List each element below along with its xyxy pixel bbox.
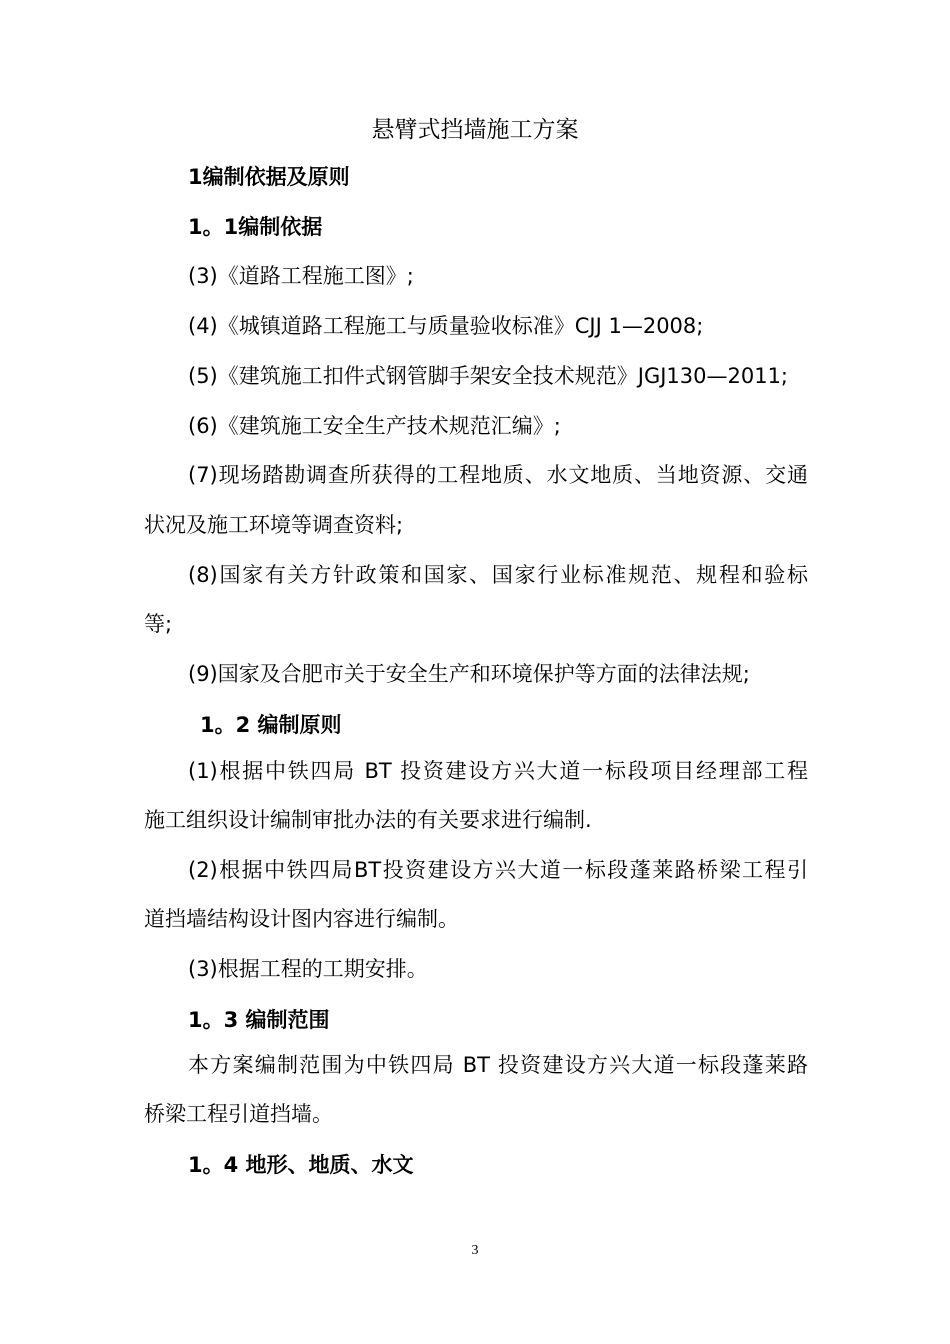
subsection-heading-1-2: 1。2 编制原则 <box>200 713 342 737</box>
section-heading-1: 1编制依据及原则 <box>188 165 350 189</box>
basis-item-7-line-2: 状况及施工环境等调查资料; <box>144 513 404 537</box>
principle-item-1-line-2: 施工组织设计编制审批办法的有关要求进行编制. <box>144 808 592 832</box>
basis-item-4: (4)《城镇道路工程施工与质量验收标准》CJJ 1—2008; <box>188 314 704 338</box>
basis-item-5: (5)《建筑施工扣件式钢管脚手架安全技术规范》JGJ130—2011; <box>188 364 789 388</box>
principle-item-2-line-1: (2)根据中铁四局BT投资建设方兴大道一标段蓬莱路桥梁工程引 <box>188 858 808 882</box>
principle-item-2-line-2: 道挡墙结构设计图内容进行编制。 <box>144 907 459 931</box>
principle-item-1-line-1: (1)根据中铁四局 BT 投资建设方兴大道一标段项目经理部工程 <box>188 759 808 783</box>
basis-item-8-line-2: 等; <box>144 612 173 636</box>
document-title: 悬臂式挡墙施工方案 <box>371 117 579 143</box>
subsection-heading-1-1: 1。1编制依据 <box>188 215 323 239</box>
basis-item-9: (9)国家及合肥市关于安全生产和环境保护等方面的法律法规; <box>188 662 750 686</box>
scope-paragraph-line-1: 本方案编制范围为中铁四局 BT 投资建设方兴大道一标段蓬莱路 <box>188 1053 808 1077</box>
subsection-heading-1-4: 1。4 地形、地质、水文 <box>188 1153 414 1177</box>
basis-item-7-line-1: (7)现场踏勘调查所获得的工程地质、水文地质、当地资源、交通 <box>188 463 808 487</box>
basis-item-6: (6)《建筑施工安全生产技术规范汇编》; <box>188 414 561 438</box>
basis-item-3: (3)《道路工程施工图》; <box>188 264 414 288</box>
scope-paragraph-line-2: 桥梁工程引道挡墙。 <box>144 1102 333 1126</box>
page-number: 3 <box>471 1243 479 1258</box>
subsection-heading-1-3: 1。3 编制范围 <box>188 1008 330 1032</box>
principle-item-3: (3)根据工程的工期安排。 <box>188 957 428 981</box>
basis-item-8-line-1: (8)国家有关方针政策和国家、国家行业标准规范、规程和验标 <box>188 563 808 587</box>
